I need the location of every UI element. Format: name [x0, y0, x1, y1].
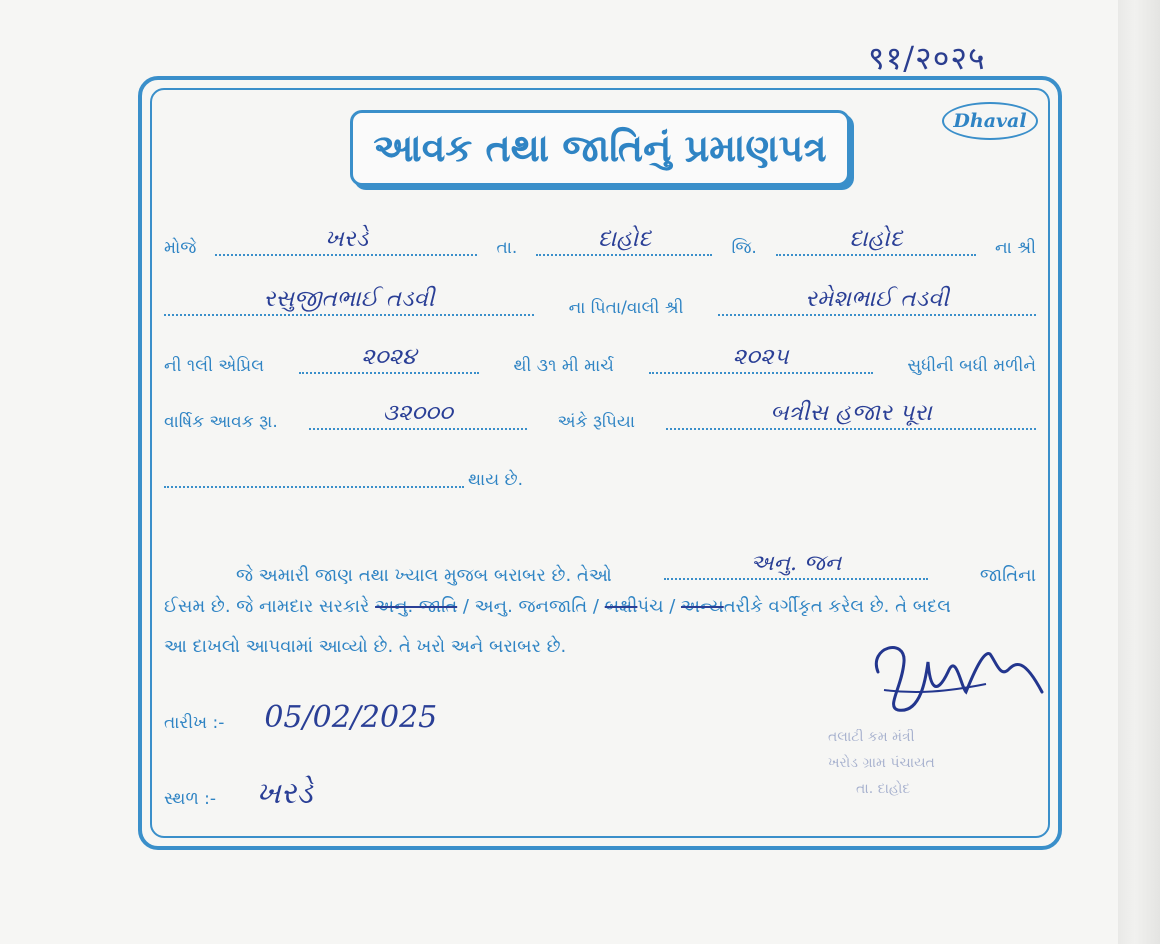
blank-field [164, 446, 464, 488]
period-row [164, 336, 1036, 380]
village-label: મોજે [164, 238, 197, 258]
from-label: ની ૧લી એપ્રિલ [164, 356, 265, 376]
income-words-label: અંકે રૂપિયા [557, 412, 636, 432]
caste-field [664, 548, 928, 580]
taluka-field [536, 214, 712, 256]
struck-option-obc: બક્ષી [604, 596, 638, 617]
result-label: થાય છે. [468, 470, 524, 490]
place-label: સ્થળ :- [164, 789, 216, 809]
brand-logo-text: Dhaval [953, 110, 1027, 132]
village-row [164, 218, 1036, 262]
stamp-line-1: તલાટી કમ મંત્રી [828, 729, 915, 745]
date-row [164, 700, 437, 737]
income-value: ૩૨૦૦૦ [382, 400, 453, 426]
certificate-text-2-mid2: પંચ / [637, 596, 681, 617]
official-stamp [828, 724, 998, 802]
paper-edge [1118, 0, 1160, 944]
father-field [718, 274, 1036, 316]
income-label: વાર્ષિક આવક રૂા. [164, 412, 278, 432]
certificate-text-2-end: તરીકે વર્ગીકૃત કરેલ છે. તે બદલ [723, 596, 951, 617]
income-words-field [666, 388, 1036, 430]
name-row [164, 278, 1036, 322]
caste-value: અનુ. જન [750, 551, 842, 576]
taluka-label: તા. [496, 238, 518, 258]
stamp-line-2: ખરોડ ગ્રામ પંચાયત [828, 755, 935, 771]
from-year: ૨૦૨૪ [361, 344, 417, 370]
brand-logo [942, 102, 1038, 140]
struck-option-other: અન્ય [680, 596, 724, 617]
from-year-field [299, 332, 479, 374]
to-year: ૨૦૨૫ [732, 344, 789, 370]
district-value: દાહોદ [849, 226, 903, 252]
taluka-value: દાહોદ [597, 226, 652, 252]
father-label: ના પિતા/વાલી શ્રી [568, 298, 684, 318]
certificate-text-3: આ દાખલો આપવામાં આવ્યો છે. તે ખરો અને બરાબર છે. [164, 636, 567, 657]
date-value: 05/02/2025 [264, 700, 438, 735]
to-year-field [649, 332, 873, 374]
father-name: રમેશભાઈ તડવી [805, 286, 949, 312]
district-field [776, 214, 976, 256]
certificate-line-1 [236, 548, 1036, 586]
village-field [215, 214, 477, 256]
date-label: તારીખ :- [164, 713, 225, 733]
certificate-line-2 [164, 596, 1036, 617]
certificate-text-2-start: ઈસમ છે. જે નામદાર સરકારે [164, 596, 376, 617]
income-row [164, 392, 1036, 436]
applicant-name: રસુજીતભાઈ તડવી [263, 286, 435, 312]
title-box [350, 110, 850, 186]
result-row [164, 450, 1036, 494]
certificate-text-1: જે અમારી જાણ તથા ખ્યાલ મુજબ બરાબર છે. તેઓ [236, 565, 612, 586]
total-label: સુધીની બધી મળીને [907, 356, 1036, 376]
page-reference-number: ९१/२०२५ [868, 39, 986, 77]
certificate-title: આવક તથા જાતિનું પ્રમાણપત્ર [373, 125, 827, 170]
income-words-value: બત્રીસ હજાર પૂરા [770, 400, 932, 426]
to-label: થી ૩૧ મી માર્ચ [513, 356, 614, 376]
stamp-line-3: તા. દાહોદ [856, 781, 911, 797]
signature [866, 632, 1046, 722]
place-value: ખરડે [255, 776, 313, 811]
income-field [309, 388, 527, 430]
certificate-text-2-mid: / અનુ. જનજાતિ / [457, 596, 605, 617]
district-label: જિ. [731, 238, 757, 258]
certificate-text-1-end: જાતિના [979, 565, 1036, 586]
place-row [164, 776, 313, 813]
village-value: ખરડે [324, 226, 369, 252]
struck-option-sc: અનુ. જાતિ [375, 596, 458, 617]
shri-label: ના શ્રી [994, 238, 1036, 258]
name-field [164, 274, 534, 316]
